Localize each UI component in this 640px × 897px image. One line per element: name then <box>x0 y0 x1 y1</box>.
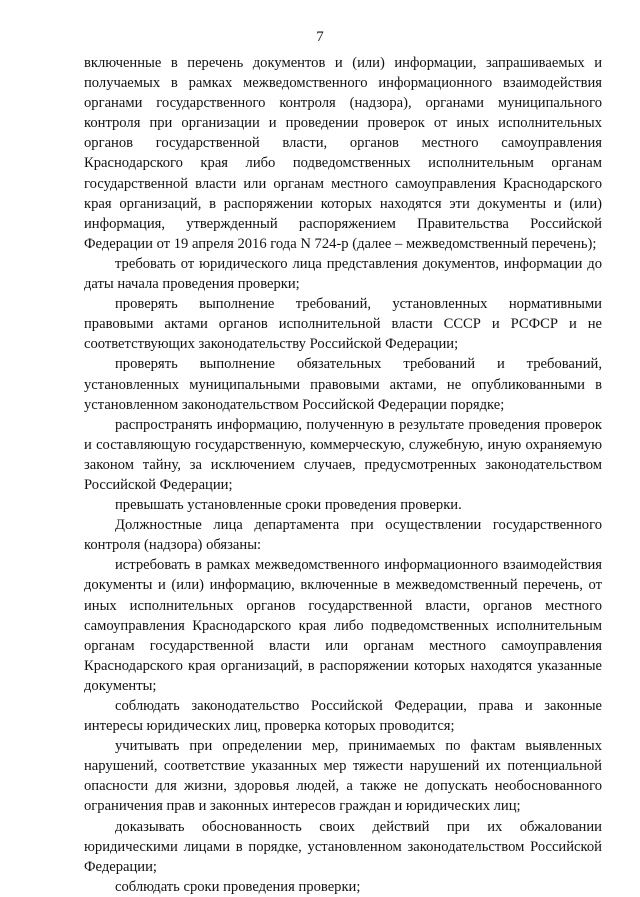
paragraph-3: проверять выполнение требований, установленных нормативными правовыми актами органов исполнительной власти СССР и РСФСР и не соответствующих законодательству Российской Федерации; <box>84 296 602 353</box>
paragraph-8: истребовать в рамках межведомственного информационного взаимодействия документы и (или) информацию, включенные в межведомственный перечень, от иных исполнительных органов государственной власти, органов местного самоуправления Краснодарского края либо подведомственных исполнительным органам государственной власти или органам местного самоуправления Краснодарского края организаций, в распоряжении которых находятся указанные документы; <box>84 557 602 694</box>
paragraph-6: превышать установленные сроки проведения проверки. <box>115 497 462 514</box>
paragraph-2: требовать от юридического лица представления документов, информации до даты начала проведения проверки; <box>84 255 602 293</box>
paragraph-11: доказывать обоснованность своих действий при их обжаловании юридическими лицами в порядке, установленном законодательством Российской Федерации; <box>84 818 602 875</box>
paragraph-12: соблюдать сроки проведения проверки; <box>115 878 361 895</box>
paragraph-1: включенные в перечень документов и (или) информации, запрашиваемых и получаемых в рамках межведомственного информационного взаимодействия органами государственного контроля (надзора), органами муниципального контроля при организации и проведении проверок от иных исполнительных органов государственной власти, органов местного самоуправления Краснодарского края либо подведомственных исполнительным органам государственной власти или органам местного самоуправления Краснодарского края организаций, в распоряжении которых находятся эти документы и (или) информация, утвержденный распоряжением Правительства Российской Федерации от 19 апреля 2016 года N 724-р (далее – межведомственный перечень); <box>84 55 602 252</box>
paragraph-7: Должностные лица департамента при осуществлении государственного контроля (надзора) обязаны: <box>84 517 602 554</box>
paragraph-4: проверять выполнение обязательных требований и требований, установленных муниципальными правовыми актами, не опубликованными в установленном законодательством Российской Федерации порядке; <box>84 356 602 413</box>
document-body <box>84 53 602 897</box>
paragraph-9: соблюдать законодательство Российской Федерации, права и законные интересы юридических лиц, проверка которых проводится; <box>84 698 602 735</box>
paragraph-5: распространять информацию, полученную в результате проведения проверок и составляющую государственную, коммерческую, служебную, иную охраняемую законом тайну, за исключением случаев, предусмотренных законодательством Российской Федерации; <box>84 416 602 493</box>
page-number: 7 <box>316 29 324 45</box>
paragraph-10: учитывать при определении мер, принимаемых по фактам выявленных нарушений, соответствие указанных мер тяжести нарушений их потенциальной опасности для жизни, здоровья людей, а также не допускать необоснованного ограничения прав и законных интересов граждан и юридических лиц; <box>84 738 602 815</box>
